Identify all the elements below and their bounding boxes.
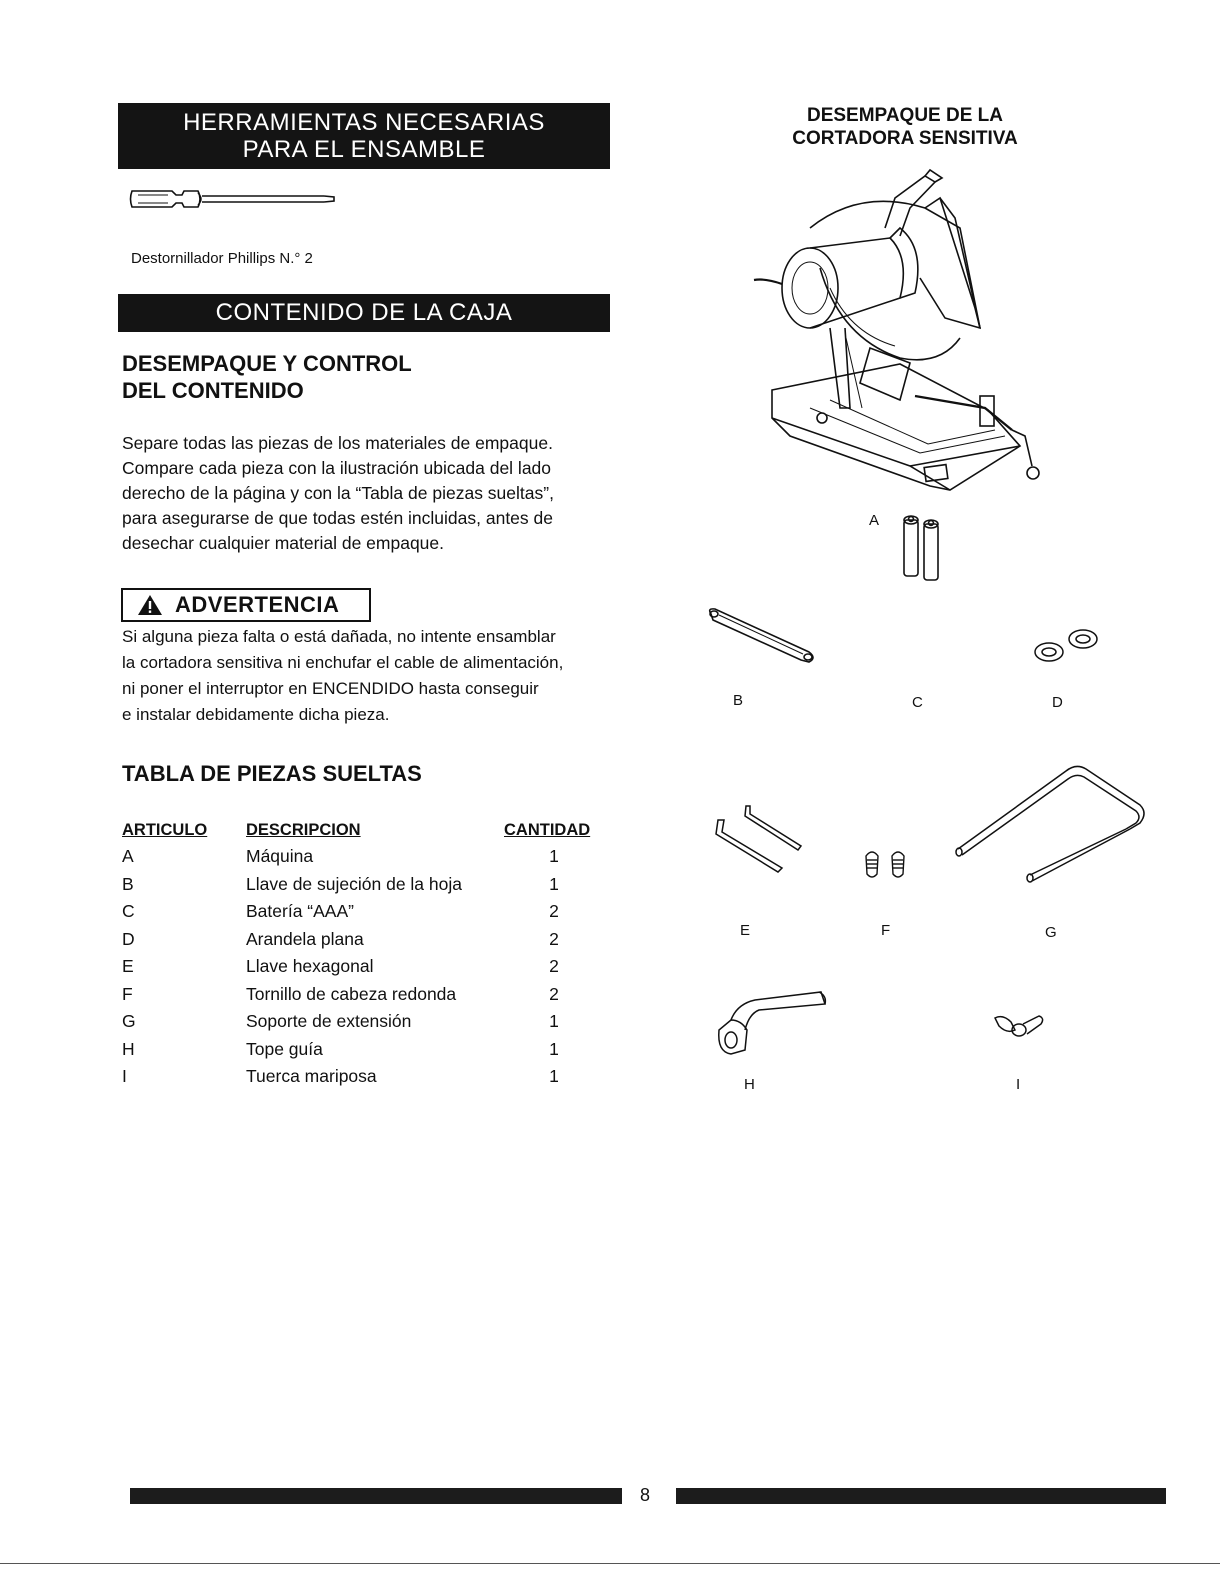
screwdriver-label: Destornillador Phillips N.° 2	[131, 250, 313, 267]
parts-table-title: TABLA DE PIEZAS SUELTAS	[122, 761, 422, 786]
col-header-quantity: CANTIDAD	[504, 821, 591, 839]
description-cell: Llave hexagonal	[246, 956, 374, 977]
instruction-line: Compare cada pieza con la ilustración ubicada del lado	[122, 458, 552, 478]
table-row	[122, 843, 604, 871]
right-title-line2: CORTADORA SENSITIVA	[792, 128, 1018, 149]
part-label-i: I	[1016, 1076, 1021, 1093]
battery-icon	[900, 510, 950, 584]
parts-table	[122, 818, 604, 1091]
wing-nut-icon	[993, 1012, 1045, 1042]
unpack-heading-line1: DESEMPAQUE Y CONTROL	[122, 351, 412, 376]
col-header-description: DESCRIPCION	[246, 821, 361, 839]
warning-label: ADVERTENCIA	[175, 592, 340, 617]
right-panel-title	[755, 104, 1055, 150]
unpack-heading	[122, 350, 412, 404]
unpack-heading-line2: DEL CONTENIDO	[122, 378, 304, 403]
extension-support-icon	[954, 763, 1154, 893]
bottom-rule	[0, 1563, 1220, 1564]
description-cell: Tope guía	[246, 1038, 323, 1059]
quantity-cell: 2	[549, 901, 559, 922]
description-cell: Batería “AAA”	[246, 901, 354, 922]
article-cell: H	[122, 1038, 135, 1059]
tools-banner-line1: HERRAMIENTAS NECESARIAS	[183, 109, 545, 136]
quantity-cell: 1	[549, 846, 559, 867]
quantity-cell: 2	[549, 956, 559, 977]
part-label-h: H	[744, 1076, 755, 1093]
article-cell: I	[122, 1066, 127, 1087]
description-cell: Tuerca mariposa	[246, 1066, 377, 1087]
article-cell: G	[122, 1011, 136, 1032]
part-label-e: E	[740, 922, 751, 939]
table-row	[122, 898, 604, 926]
instruction-line: Separe todas las piezas de los materiales de empaque.	[122, 433, 553, 453]
table-row	[122, 981, 604, 1009]
instruction-line: desechar cualquier material de empaque.	[122, 533, 444, 553]
quantity-cell: 1	[549, 1011, 559, 1032]
part-label-g: G	[1045, 924, 1057, 941]
page-number: 8	[640, 1485, 651, 1505]
description-cell: Llave de sujeción de la hoja	[246, 873, 462, 894]
table-row	[122, 1036, 604, 1064]
warning-line: Si alguna pieza falta o está dañada, no intente ensamblar	[122, 627, 556, 646]
table-row	[122, 871, 604, 899]
tools-banner	[118, 103, 610, 169]
part-label-c: C	[912, 694, 923, 711]
parts-table-header	[122, 818, 604, 843]
article-cell: C	[122, 901, 135, 922]
chop-saw-illustration	[750, 168, 1050, 508]
part-label-b: B	[733, 692, 744, 709]
screw-icon	[860, 848, 916, 882]
article-cell: B	[122, 873, 134, 894]
description-cell: Arandela plana	[246, 928, 364, 949]
table-row	[122, 1008, 604, 1036]
article-cell: E	[122, 956, 134, 977]
quantity-cell: 1	[549, 1038, 559, 1059]
guide-stop-icon	[715, 990, 835, 1062]
tools-banner-line2: PARA EL ENSAMBLE	[242, 136, 486, 163]
col-header-article: ARTICULO	[122, 821, 208, 839]
article-cell: A	[122, 846, 134, 867]
blade-wrench-icon	[705, 606, 820, 666]
table-row	[122, 1063, 604, 1091]
warning-line: la cortadora sensitiva ni enchufar el cable de alimentación,	[122, 653, 564, 672]
footer-bar-left	[130, 1488, 622, 1504]
warning-triangle-icon	[137, 594, 163, 616]
screwdriver-icon	[128, 183, 338, 215]
table-row	[122, 953, 604, 981]
right-title-line1: DESEMPAQUE DE LA	[806, 105, 1003, 126]
description-cell: Tornillo de cabeza redonda	[246, 983, 457, 1004]
part-label-f: F	[881, 922, 891, 939]
description-cell: Máquina	[246, 846, 314, 867]
article-cell: F	[122, 983, 133, 1004]
hex-key-icon	[712, 800, 812, 880]
box-contents-banner: CONTENIDO DE LA CAJA	[118, 294, 610, 332]
part-label-d: D	[1052, 694, 1063, 711]
warning-line: e instalar debidamente dicha pieza.	[122, 705, 390, 724]
article-cell: D	[122, 928, 135, 949]
quantity-cell: 2	[549, 983, 559, 1004]
instruction-line: derecho de la página y con la “Tabla de piezas sueltas”,	[122, 483, 554, 503]
quantity-cell: 1	[549, 873, 559, 894]
warning-text	[122, 624, 563, 728]
footer-bar-right	[676, 1488, 1166, 1504]
warning-line: ni poner el interruptor en ENCENDIDO hasta conseguir	[122, 679, 539, 698]
table-row	[122, 926, 604, 954]
warning-box	[121, 588, 371, 622]
part-label-a: A	[869, 512, 880, 529]
quantity-cell: 2	[549, 928, 559, 949]
quantity-cell: 1	[549, 1066, 559, 1087]
unpack-instructions	[122, 431, 554, 556]
washer-icon	[1033, 626, 1103, 666]
instruction-line: para asegurarse de que todas estén incluidas, antes de	[122, 508, 553, 528]
description-cell: Soporte de extensión	[246, 1011, 412, 1032]
